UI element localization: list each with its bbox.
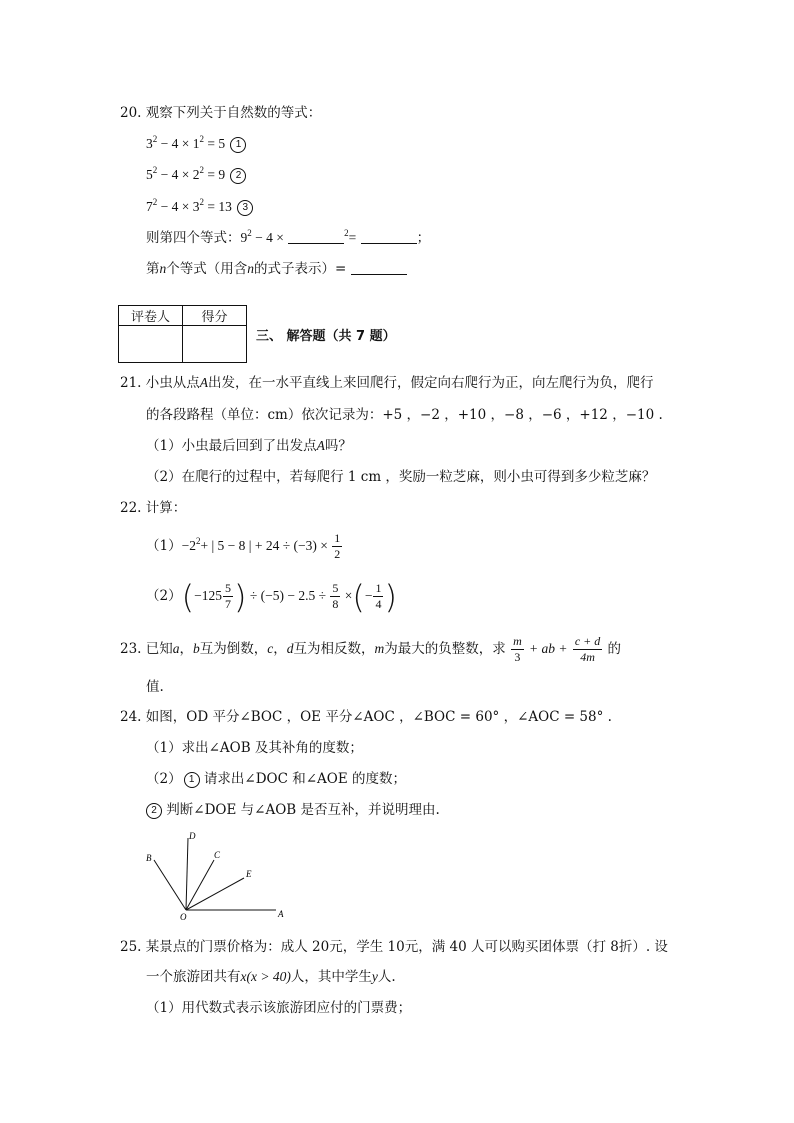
fraction: $\frac{1}{2}$ xyxy=(334,531,341,562)
q24-line-1: 24. 如图，OD 平分∠BOC ，OE 平分∠AOC ，∠BOC = 60° ，∠AOC = 58° . xyxy=(120,709,612,725)
q24-part-3: 2 判断∠DOE 与∠AOB 是否互补，并说明理由. xyxy=(146,801,440,819)
q24-part-2: （2） 1 请求出∠DOC 和∠AOE 的度数； xyxy=(146,771,406,787)
fraction: $\frac{1}{4}$ xyxy=(375,581,382,612)
q20-fourth-equation: 则第四个等式：$9^2 - 4 \times ^2=$ ； xyxy=(146,228,431,246)
q22-part-2: （2）(−125 $\frac{5}{7}$ ) ÷ (−5) − 2.5 ÷ $\frac{5}{8}$ ×(− $\frac{1}{4}$ ) xyxy=(146,577,397,616)
circled-number-icon: 2 xyxy=(230,168,246,184)
grader-cell[interactable] xyxy=(119,326,183,363)
angle-figure xyxy=(140,828,300,924)
score-table-header-grader: 评卷人 xyxy=(119,306,183,326)
q25-line-1: 25. 某景点的门票价格为：成人 20元，学生 10元，满 40 人可以购买团体票（打 8折）. 设 xyxy=(120,939,668,955)
q20-equation-3: $7^2 - 4 \times 3^2 = 13$ 3 xyxy=(146,198,253,216)
ray-od xyxy=(186,838,188,910)
q25-line-2: 一个旅游团共有x(x > 40)人，其中学生y人. xyxy=(146,969,396,985)
score-cell[interactable] xyxy=(183,326,247,363)
q21-part-2: （2）在爬行的过程中，若每爬行 1 cm ，奖励一粒芝麻，则小虫可得到多少粒芝麻？ xyxy=(146,469,656,485)
section-title: 三、 解答题（共 7 题） xyxy=(256,329,396,344)
circled-number-icon: 1 xyxy=(230,137,246,153)
q20-equation-1: $3^2 - 4 \times 1^2 = 5$ 1 xyxy=(146,135,246,153)
fraction: $\frac{5}{8}$ xyxy=(332,581,339,612)
circled-number-icon: 1 xyxy=(184,772,200,788)
score-table-header-score: 得分 xyxy=(183,306,247,326)
label-b: B xyxy=(146,853,152,863)
q25-part-1: （1）用代数式表示该旅游团应付的门票费； xyxy=(146,1000,412,1016)
q20-stem: 20. 观察下列关于自然数的等式： xyxy=(120,105,322,121)
q23-line-1: 23. 已知a，b互为倒数，c，d互为相反数，m为最大的负整数，求 $\frac{m}{3}$ + ab + $\frac{c + d}{4m}$ 的 xyxy=(120,634,622,664)
q20-equation-2: $5^2 - 4 \times 2^2 = 9$ 2 xyxy=(146,166,246,184)
answer-blank[interactable] xyxy=(288,229,344,244)
circled-number-icon: 3 xyxy=(237,200,253,216)
q21-part-1: （1）小虫最后回到了出发点A吗？ xyxy=(146,438,352,454)
fraction: $\frac{m}{3}$ xyxy=(513,634,522,664)
label-o: O xyxy=(180,912,187,922)
q23-line-2: 值. xyxy=(146,679,164,695)
circled-number-icon: 2 xyxy=(146,803,162,819)
label-c: C xyxy=(214,850,221,860)
q21-line-2: 的各段路程（单位：cm）依次记录为：+5 ，−2 ，+10 ，−8 ，−6 ，+12 ，−10 . xyxy=(146,407,663,423)
label-e: E xyxy=(246,869,252,879)
q20-nth-equation: 第n个等式（用含n的式子表示）= xyxy=(146,260,407,278)
q21-line-1: 21. 小虫从点A出发，在一水平直线上来回爬行，假定向右爬行为正，向左爬行为负，爬行 xyxy=(120,375,654,391)
fraction: $\frac{c + d}{4m}$ xyxy=(574,634,601,664)
label-d: D xyxy=(189,831,196,841)
score-table xyxy=(118,305,247,363)
answer-blank[interactable] xyxy=(361,229,417,244)
answer-blank[interactable] xyxy=(351,260,407,275)
q22-part-1: $(1)-2^2+$ | 5 − 8 | + 24 ÷ (−3) × $\frac{1}{2}$ xyxy=(146,531,341,562)
fraction: $\frac{5}{7}$ xyxy=(224,581,231,612)
ray-ob xyxy=(154,860,186,910)
q22-stem: 22. 计算： xyxy=(120,500,187,516)
q24-part-1: （1）求出∠AOB 及其补角的度数； xyxy=(146,740,363,756)
label-a: A xyxy=(278,909,284,919)
